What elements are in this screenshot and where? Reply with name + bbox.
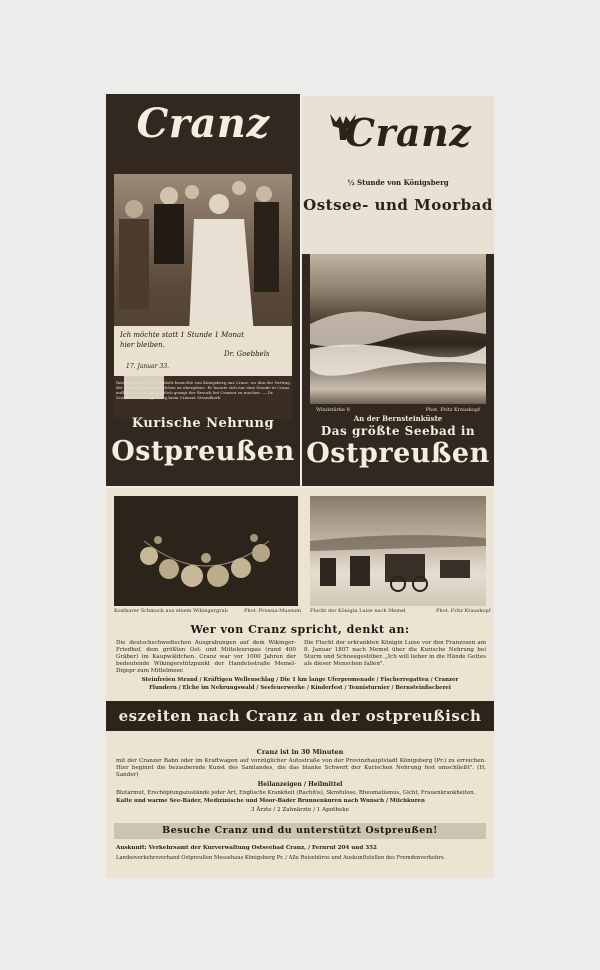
doctors-line: 3 Ärzte / 2 Zahnärzte / 1 Apotheke (251, 807, 349, 813)
info-sheet (106, 488, 494, 878)
autograph-box (114, 326, 292, 376)
jewelry-caption-left: Kostbarer Schmuck aus einem Wikingergrab (114, 608, 228, 614)
waves-photo (310, 254, 486, 404)
right-cover-panel (302, 96, 494, 486)
distance-text: ½ Stunde von Königsberg (347, 178, 449, 187)
contact-line-1: Auskunft: Verkehrsamt der Kurverwaltung Ostseebad Cranz, / Fernruf 204 und 352 (116, 845, 377, 851)
left-cover-panel (106, 94, 300, 486)
right-headline: Ostsee- und Moorbad (303, 196, 493, 214)
banner-strip (106, 701, 494, 731)
cure-line-1: Blutarmut, Erschöpfungszustände jeder Art, Englische Krankheit (Rachitis), Skrofulose, Rheumatismus, Gicht, Frauenkrankheiten. (116, 790, 476, 796)
appeal-text: Besuche Cranz und du unterstützt Ostpreußen! (162, 825, 438, 836)
handwriting-line: Ich möchte statt 1 Stunde 1 Monat hier bleiben. (120, 331, 245, 349)
left-title: Cranz (136, 100, 270, 147)
travel-text: mit der Cranzer Bahn oder im Kraftwagen auf vorzüglicher Autostraße von der Provinzhauptstadt Königsberg (Pr.) zu erreichen. Hier beginnt die bezaubernde Kunst des Samlandes, die das blanke Schwert der Kurischen Nehrung fest umschließt". (H. Sander) (116, 758, 486, 778)
right-title: Cranz (344, 110, 472, 155)
info-column-right: Die Flucht der erkrankten Königin Luise vor den Franzosen am 8. Januar 1807 nach Memel über die Kurische Nehrung bei Sturm und Schneegestöber. „Ich will lieber in die Hände Gottes als dieser Menschen fallen". (304, 640, 486, 667)
right-slogan: Das größte Seebad in (320, 424, 476, 438)
cure-line-2: Kalte und warme See-Bäder, Medizinische und Moor-Bäder Brunnenkuren nach Wunsch / Milchkuren (116, 798, 425, 804)
luise-caption-right: Phot. Fritz Krauskopf (436, 608, 491, 614)
right-region: Ostpreußen (306, 438, 490, 469)
left-photo-caption: Reichsminister Dr. Goebbels besuchte von Königsberg aus Cranz, wo ihm der Vertrag der Cranzer Blumenmädchen zu übergeben. Er konnte sich nur eine Stunde in Cranz aufhalten, so ist ausführlich gesagt der Besuch bei Cranzer zu machen. — Dr. Goebbels und Begleitung beim Cranzer Strandkorb (116, 380, 290, 400)
coast-label: An der Bernsteinküste (353, 414, 443, 423)
features-line-2: Flundern / Elche im Nehrungswald / Seefeuerwerke / Kinderfest / Tennisturnier / Bernsteinfischerei (149, 685, 451, 691)
info-column-left: Die deutschschwedischen Ausgrabungen auf dem Wikinger-Friedhof, dem größten Ost- und Mitteleuropas (rund 400 Gräber) im Kaupwäldchen. Cranz war vor 1000 Jahren der bedeutende Wikingerstützpunkt der Handelsstraße Memel-Dnjepr zum Mittelmeer. (116, 640, 296, 674)
waves-caption-right: Phot. Fritz Krauskopf (425, 407, 480, 413)
info-heading: Wer von Cranz spricht, denkt an: (190, 623, 410, 636)
features-line-1: Steinfreien Strand / Kräftigen Wellenschlag / Die 1 km lange Uferpromenade / Fischerregatten / Cranzer (141, 677, 459, 683)
appeal-box (114, 823, 486, 839)
left-subtitle: Kurische Nehrung (131, 416, 275, 431)
handwriting-date: 17. Januar 33. (126, 363, 170, 370)
cure-title: Heilanzeigen / Heilmittel (257, 781, 343, 788)
banner-text: eszeiten nach Cranz an der ostpreußisch (118, 707, 482, 725)
left-region: Ostpreußen (111, 436, 295, 467)
travel-title: Cranz ist in 30 Minuten (256, 748, 344, 756)
contact-line-2: Landesverkehrsverband Ostpreußen Messehaus Königsberg Pr. / Alle Reisebüros und Auskunftstellen des Fremdenverkehrs. (116, 855, 446, 861)
handwriting-signature: Dr. Goebbels (224, 350, 270, 358)
waves-caption-left: Windstärke 8 (316, 407, 350, 413)
luise-caption-left: Flucht der Königin Luise nach Memel (310, 608, 406, 614)
right-header (302, 96, 494, 254)
jewelry-caption-right: Phot. Prussia-Museum (244, 608, 301, 614)
jewelry-photo (114, 496, 298, 606)
luise-painting (310, 496, 486, 606)
